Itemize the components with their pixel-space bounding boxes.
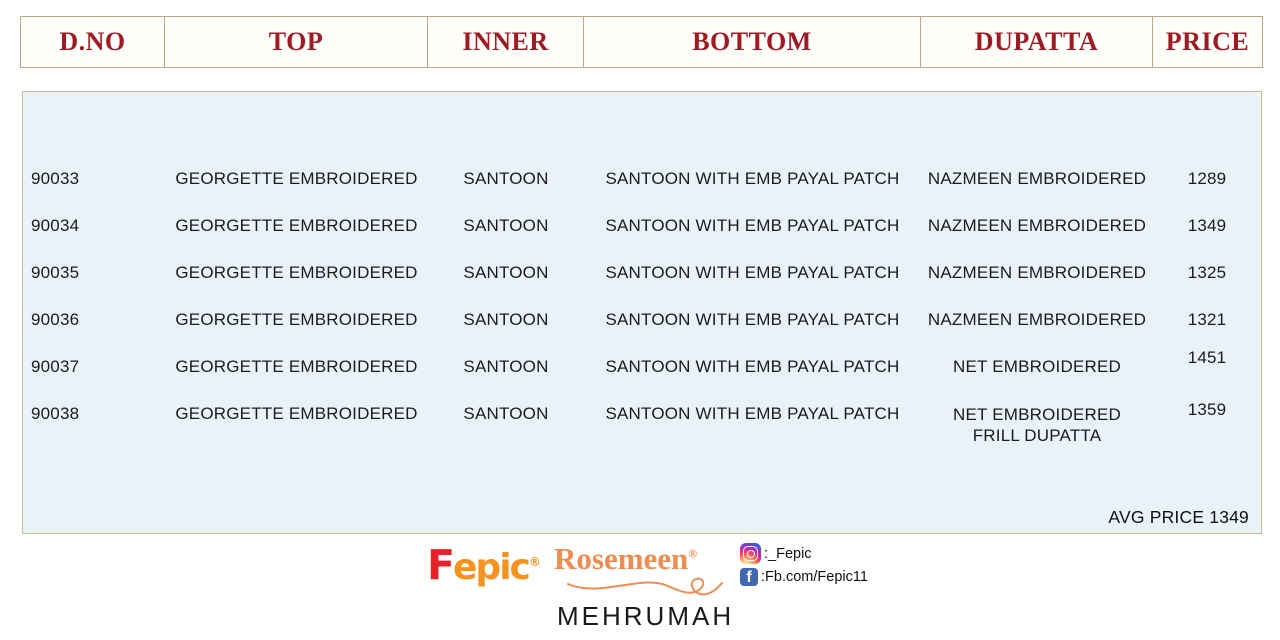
table-row [23,155,1261,202]
rosemeen-logo [554,543,697,574]
cell-top: GEORGETTE EMBROIDERED [175,404,418,423]
social-links [740,543,868,586]
dupatta-line-1: NAZMEEN EMBROIDERED [927,216,1147,235]
fepic-logo-rest: epic [453,547,529,588]
cell-dno: 90035 [31,263,80,282]
instagram-icon [740,543,761,564]
cell-inner: SANTOON [463,310,549,329]
fepic-logo-letter: F [427,541,454,589]
dupatta-line-1: NET EMBROIDERED [953,357,1121,376]
collection-name: MEHRUMAH [557,601,735,631]
table-header [20,16,1263,68]
fepic-logo [427,541,541,589]
table-rows [23,92,1261,445]
dupatta-line-1: NAZMEEN EMBROIDERED [927,263,1147,282]
column-header-price: PRICE [1165,27,1250,56]
table-row [23,249,1261,296]
cell-top: GEORGETTE EMBROIDERED [175,310,418,329]
cell-price: 1321 [1187,310,1227,329]
column-header-dupatta: DUPATTA [921,17,1153,67]
facebook-handle: :Fb.com/Fepic11 [761,569,868,585]
cell-dno: 90034 [31,216,80,235]
cell-dupatta [921,309,1153,330]
dupatta-line-2: FRILL DUPATTA [972,425,1102,445]
instagram-link[interactable] [740,543,868,564]
cell-bottom: SANTOON WITH EMB PAYAL PATCH [605,216,900,235]
cell-bottom: SANTOON WITH EMB PAYAL PATCH [605,263,900,282]
cell-dupatta [921,404,1153,446]
column-header-inner: INNER [428,17,584,67]
cell-dupatta [921,215,1153,236]
cell-dupatta [921,262,1153,283]
cell-top: GEORGETTE EMBROIDERED [175,216,418,235]
dupatta-line-1: NAZMEEN EMBROIDERED [927,310,1147,329]
facebook-link[interactable] [740,568,868,586]
avg-price-label: AVG PRICE 1349 [1108,507,1249,527]
instagram-handle: :_Fepic [764,545,812,562]
cell-top: GEORGETTE EMBROIDERED [175,263,418,282]
cell-price: 1289 [1187,169,1227,188]
cell-price: 1325 [1187,263,1227,282]
cell-inner: SANTOON [463,216,549,235]
cell-inner: SANTOON [463,263,549,282]
table-row [23,202,1261,249]
registered-mark-icon: ® [688,546,698,561]
cell-dno: 90033 [31,169,80,188]
cell-dno: 90036 [31,310,80,329]
column-header-dno: D.NO [21,17,165,67]
cell-bottom: SANTOON WITH EMB PAYAL PATCH [605,169,900,188]
cell-price: 1451 [1187,348,1227,367]
cell-inner: SANTOON [463,357,549,376]
registered-mark-icon: ® [528,555,541,569]
cell-price: 1359 [1187,400,1227,419]
column-header-bottom: BOTTOM [584,17,921,67]
cell-dupatta [921,356,1153,377]
facebook-icon: f [740,568,758,586]
cell-inner: SANTOON [463,404,549,423]
cell-dupatta [921,168,1153,189]
table-row [23,343,1261,390]
cell-top: GEORGETTE EMBROIDERED [175,169,418,188]
table-row [23,390,1261,445]
cell-bottom: SANTOON WITH EMB PAYAL PATCH [605,310,900,329]
cell-bottom: SANTOON WITH EMB PAYAL PATCH [605,357,900,376]
cell-dno: 90037 [31,357,80,376]
cell-dno: 90038 [31,404,80,423]
column-header-top: TOP [165,17,428,67]
cell-price: 1349 [1187,216,1227,235]
cell-inner: SANTOON [463,169,549,188]
cell-top: GEORGETTE EMBROIDERED [175,357,418,376]
cell-bottom: SANTOON WITH EMB PAYAL PATCH [605,404,900,423]
dupatta-line-1: NET EMBROIDERED [953,404,1121,424]
table-body [22,91,1262,534]
table-row [23,296,1261,343]
dupatta-line-1: NAZMEEN EMBROIDERED [927,169,1147,188]
rosemeen-logo-text: Rosemeen [554,541,689,576]
rosemeen-flourish-icon [566,576,726,604]
